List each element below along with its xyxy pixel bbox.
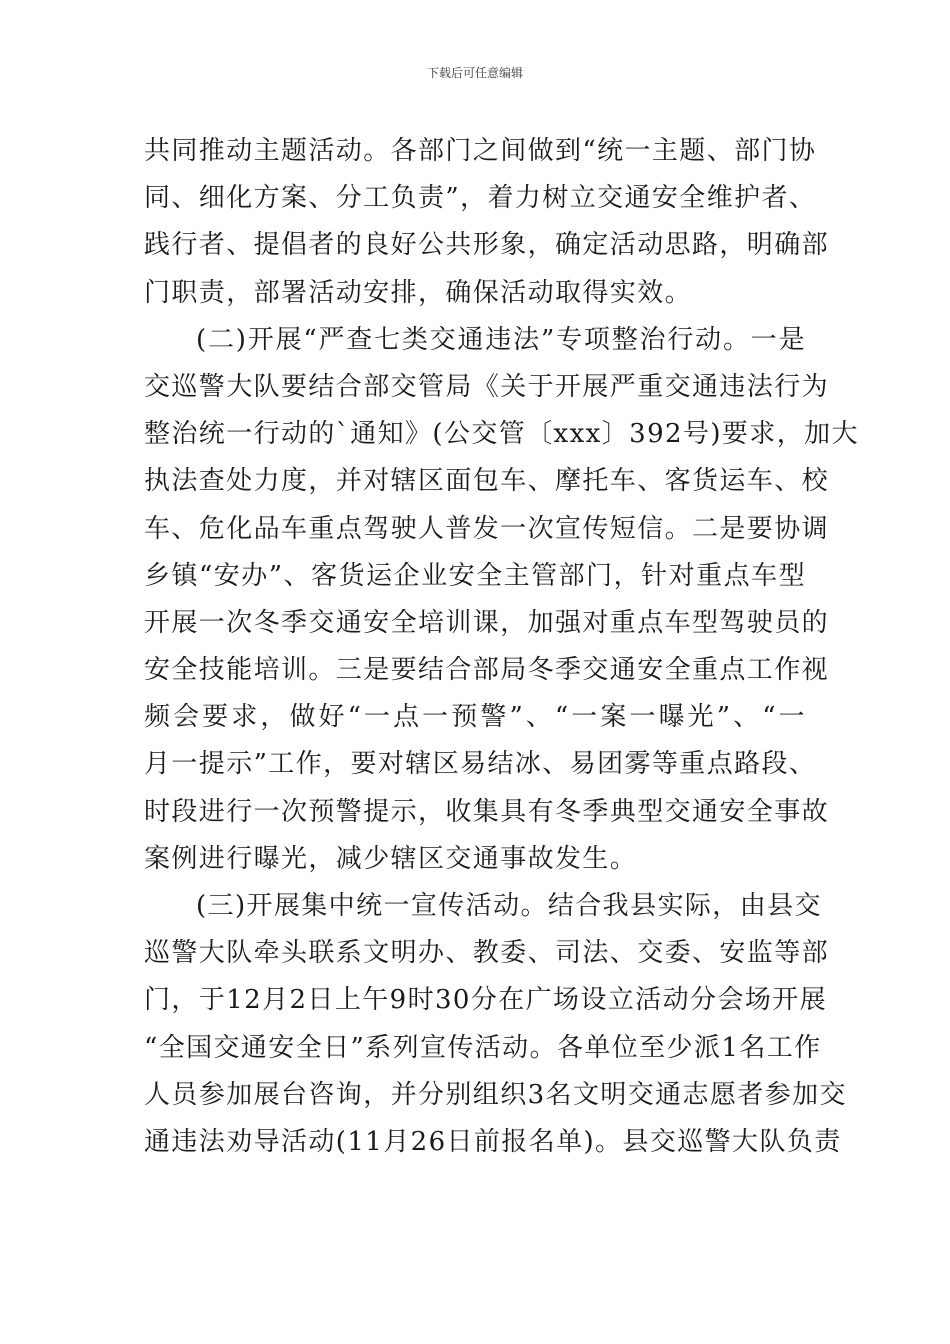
text-line: 整治统一行动的`通知》(公交管〔xxx〕392号)要求，加大 [144,419,859,450]
text-line: 人员参加展台咨询，并分别组织3名文明交通志愿者参加交 [144,1079,847,1110]
text-line: 乡镇“安办”、客货运企业安全主管部门，针对重点车型 [144,560,806,591]
text-line: 共同推动主题活动。各部门之间做到“统一主题、部门协 [144,136,817,166]
document-body [144,128,859,1166]
text-line: 门职责，部署活动安排，确保活动取得实效。 [144,277,693,308]
text-line: 同、细化方案、分工负责”，着力树立交通安全维护者、 [144,183,817,214]
text-line: 安全技能培训。三是要结合部局冬季交通安全重点工作视 [144,655,830,686]
text-line: “全国交通安全日”系列宣传活动。各单位至少派1名工作 [144,1032,822,1063]
text-line: 车、危化品车重点驾驶人普发一次宣传短信。二是要协调 [144,513,830,544]
text-line: 交巡警大队要结合部交管局《关于开展严重交通违法行为 [144,371,830,402]
text-line: 频会要求，做好“一点一预警”、“一案一曝光”、“一 [144,702,806,733]
text-line: 案例进行曝光，减少辖区交通事故发生。 [144,843,638,874]
page-header: 下载后可任意编辑 [426,66,523,80]
text-line: 践行者、提倡者的良好公共形象，确定活动思路，明确部 [144,230,830,261]
paragraph-start-line: (三)开展集中统一宣传活动。结合我县实际，由县交 [196,891,822,921]
text-line: 时段进行一次预警提示，收集具有冬季典型交通安全事故 [144,796,830,827]
text-line: 执法查处力度，并对辖区面包车、摩托车、客货运车、校 [144,466,830,497]
text-line: 巡警大队牵头联系文明办、教委、司法、交委、安监等部 [144,938,830,969]
paragraph-start-line: (二)开展“严查七类交通违法”专项整治行动。一是 [196,324,806,355]
text-line: 开展一次冬季交通安全培训课，加强对重点车型驾驶员的 [144,607,830,638]
text-line: 通违法劝导活动(11月26日前报名单)。县交巡警大队负责 [144,1126,842,1157]
text-line: 门，于12月2日上午9时30分在广场设立活动分会场开展 [144,985,828,1016]
text-line: 月一提示”工作，要对辖区易结冰、易团雾等重点路段、 [144,749,817,780]
